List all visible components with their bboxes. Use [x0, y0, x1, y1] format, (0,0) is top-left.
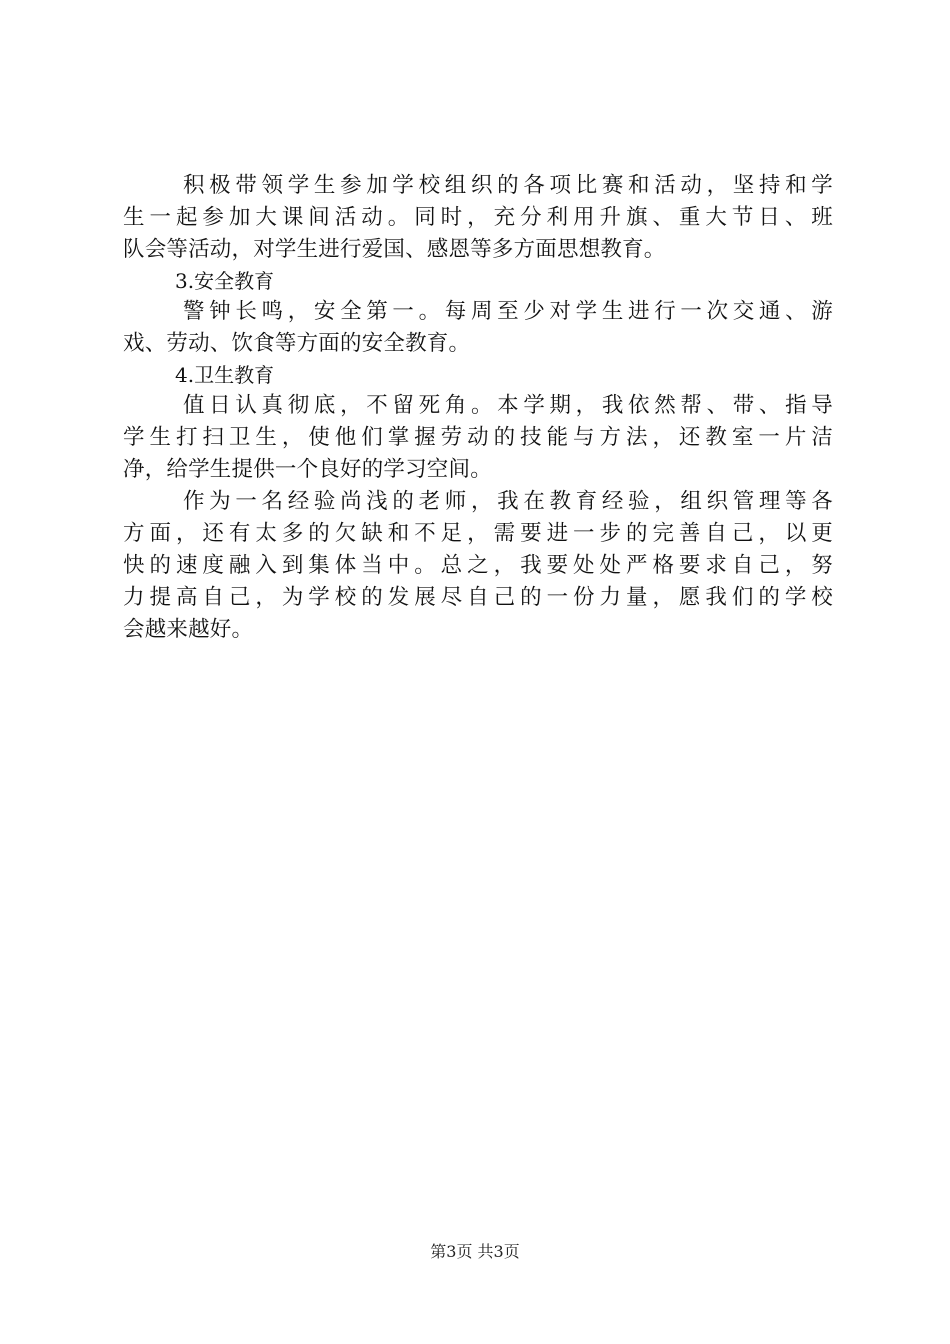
document-body — [123, 170, 833, 646]
paragraph-line: 净，给学生提供一个良好的学习空间。 — [123, 457, 492, 482]
paragraph-line: 学生打扫卫生，使他们掌握劳动的技能与方法，还教室一片洁 — [123, 425, 833, 450]
paragraph-line: 队会等活动，对学生进行爱国、感恩等多方面思想教育。 — [123, 237, 666, 262]
paragraph-line: 生一起参加大课间活动。同时，充分利用升旗、重大节日、班 — [123, 205, 833, 230]
paragraph-line: 方面，还有太多的欠缺和不足，需要进一步的完善自己，以更 — [123, 521, 833, 546]
paragraph-line: 快的速度融入到集体当中。总之，我要处处严格要求自己，努 — [123, 553, 833, 578]
paragraph-line: 警钟长鸣，安全第一。每周至少对学生进行一次交通、游 — [183, 299, 833, 324]
section-heading-hygiene: 4.卫生教育 — [175, 363, 275, 387]
paragraph — [123, 486, 833, 646]
page-footer: 第3页 共3页 — [430, 1242, 520, 1261]
paragraph-line: 会越来越好。 — [123, 617, 254, 642]
section-heading-safety: 3.安全教育 — [175, 269, 275, 293]
paragraph-line: 作为一名经验尚浅的老师，我在教育经验，组织管理等各 — [183, 489, 833, 514]
paragraph-line: 戏、劳动、饮食等方面的安全教育。 — [123, 331, 471, 356]
paragraph-line: 力提高自己，为学校的发展尽自己的一份力量，愿我们的学校 — [123, 585, 833, 610]
paragraph — [123, 296, 833, 360]
paragraph-line: 积极带领学生参加学校组织的各项比赛和活动，坚持和学 — [183, 173, 833, 198]
paragraph — [123, 170, 833, 266]
paragraph-line: 值日认真彻底，不留死角。本学期，我依然帮、带、指导 — [183, 393, 833, 418]
paragraph — [123, 390, 833, 486]
